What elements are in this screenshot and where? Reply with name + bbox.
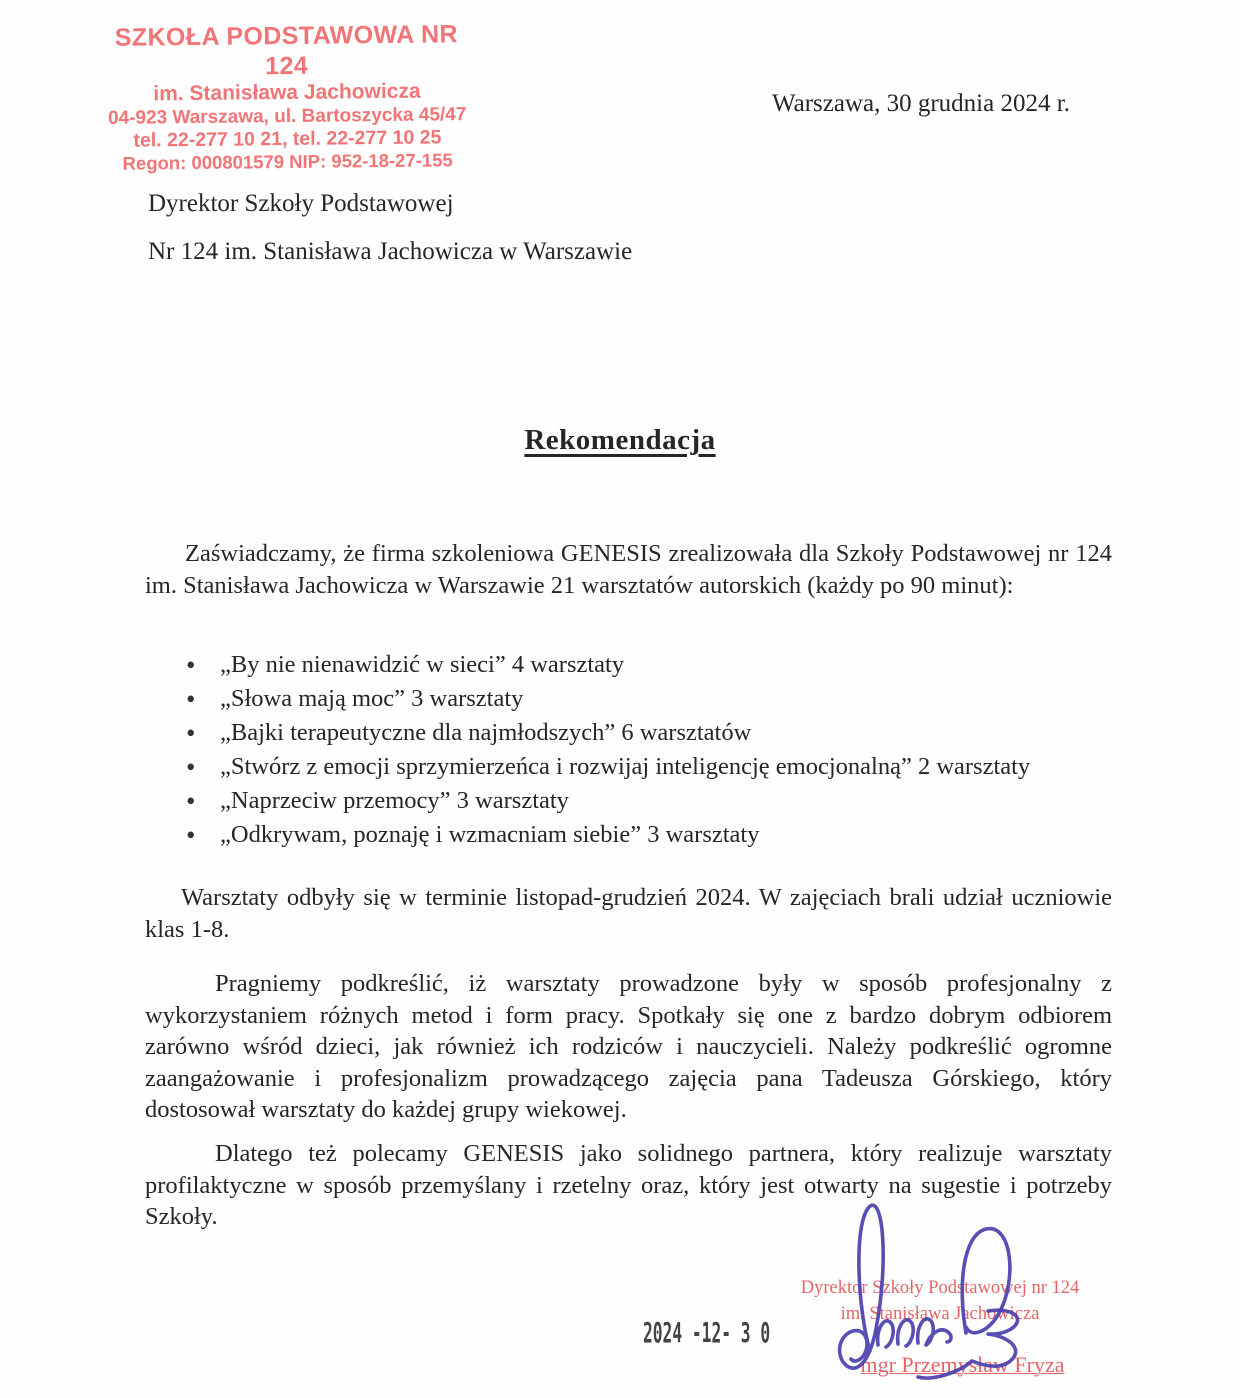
paragraph-term: Warsztaty odbyły się w terminie listopad-grudzień 2024. W zajęciach brali udział uczniowie klas 1-8.: [145, 884, 1112, 943]
handwritten-signature-icon: [820, 1193, 1060, 1393]
workshop-item: • „By nie nienawidzić w sieci” 4 warsztaty: [145, 648, 1135, 682]
addressee-line-1: Dyrektor Szkoły Podstawowej: [148, 190, 454, 217]
addressee-block: [148, 180, 632, 276]
stamp-patron: im. Stanisława Jachowicza: [153, 79, 421, 106]
director-stamp-name: mgr Przemysław Fryza: [860, 1352, 1065, 1377]
stamp-address: 04-923 Warszawa, ul. Bartoszycka 45/47: [107, 103, 467, 129]
workshop-list: [145, 648, 1135, 852]
stamp-school-name: SZKOŁA PODSTAWOWA NR 124: [114, 20, 459, 80]
school-header-stamp: [91, 20, 483, 175]
addressee-line-2: Nr 124 im. Stanisława Jachowicza w Warszawie: [148, 238, 633, 265]
workshop-item: • „Naprzeciw przemocy” 3 warsztaty: [145, 784, 1135, 818]
paragraph-quality: Pragniemy podkreślić, iż warsztaty prowadzone były w sposób profesjonalny z wykorzystaniem różnych metod i form pracy. Spotkały się one z bardzo dobrym odbiorem zarówno wśród dzieci, jak również ich rodziców i nauczycieli. Należy podkreślić ogromne zaangażowanie i profesjonalizm prowadzącego zajęcia pana Tadeusza Górskiego, który dostosował warsztaty do każdej grupy wiekowej.: [145, 970, 1112, 1123]
workshop-item: • „Stwórz z emocji sprzymierzeńca i rozwijaj inteligencję emocjonalną” 2 warsztaty: [145, 750, 1135, 784]
place-and-date: Warszawa, 30 grudnia 2024 r.: [772, 90, 1070, 117]
paragraph-recommendation: Dlatego też polecamy GENESIS jako solidnego partnera, który realizuje warsztaty profilaktyczne w sposób przemyślany i rzetelny oraz, który jest otwarty na sugestie i potrzeby Szkoły.: [145, 1140, 1112, 1230]
date-received-stamp: 2024 -12- 3 0: [643, 1316, 771, 1349]
workshop-item: • „Słowa mają moc” 3 warsztaty: [145, 682, 1135, 716]
workshop-item: • „Bajki terapeutyczne dla najmłodszych” 6 warsztatów: [145, 716, 1135, 750]
document-title: Rekomendacja: [524, 424, 716, 456]
director-stamp-line-2: im. Stanisława Jachowicza: [840, 1304, 1040, 1324]
paragraph-intro: Zaświadczamy, że firma szkoleniowa GENESIS zrealizowała dla Szkoły Podstawowej nr 124 im. Stanisława Jachowicza w Warszawie 21 warsztatów autorskich (każdy po 90 minut):: [145, 540, 1112, 599]
stamp-regon-nip: Regon: 000801579 NIP: 952-18-27-155: [122, 149, 453, 174]
workshop-item: • „Odkrywam, poznaję i wzmacniam siebie” 3 warsztaty: [145, 818, 1135, 852]
stamp-phones: tel. 22-277 10 21, tel. 22-277 10 25: [133, 126, 442, 152]
director-stamp-line-1: Dyrektor Szkoły Podstawowej nr 124: [800, 1278, 1080, 1298]
